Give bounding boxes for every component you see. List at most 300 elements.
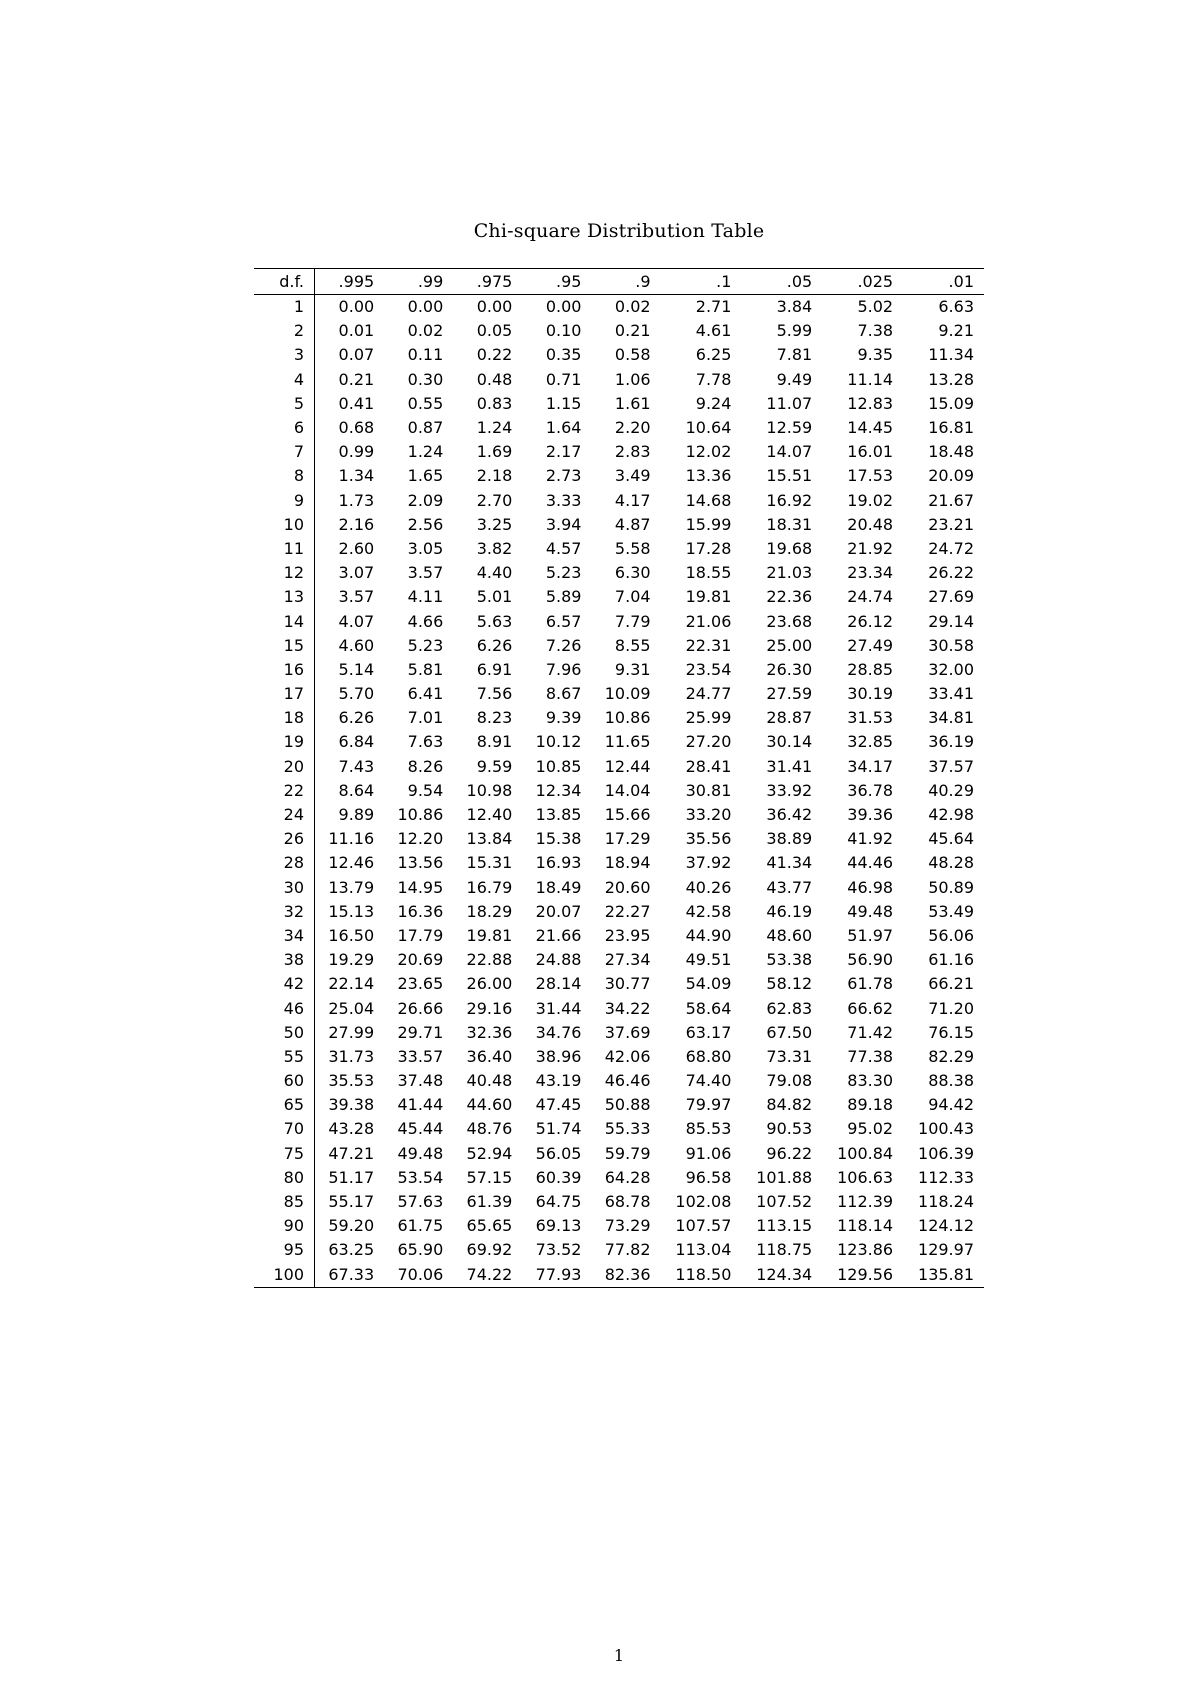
critical-value-cell: 27.20 [685, 732, 732, 752]
critical-value-cell: 10.12 [535, 732, 582, 752]
critical-value-cell: 1.06 [614, 369, 651, 389]
critical-value-cell: 32.00 [928, 659, 974, 679]
critical-value-cell: 2.83 [614, 442, 651, 462]
df-cell: 11 [254, 537, 315, 561]
critical-value-cell: 5.70 [338, 684, 375, 704]
critical-value-cell: 61.75 [397, 1216, 444, 1236]
critical-value-cell: 33.41 [928, 684, 974, 704]
critical-value-cell: 4.60 [338, 635, 375, 655]
df-cell: 4 [254, 368, 315, 392]
critical-value-cell: 10.85 [535, 756, 582, 776]
critical-value-cell: 27.34 [604, 950, 651, 970]
critical-value-cell: 19.68 [766, 538, 813, 558]
critical-value-cell: 0.58 [614, 345, 651, 365]
critical-value-cell: 10.64 [685, 418, 732, 438]
critical-value-cell: 34.81 [928, 708, 974, 728]
critical-value-cell: 19.02 [847, 490, 894, 510]
df-cell: 5 [254, 392, 315, 416]
table-row [254, 658, 984, 682]
critical-value-cell: 82.29 [928, 1046, 974, 1066]
table-row [254, 634, 984, 658]
critical-value-cell: 68.80 [685, 1046, 732, 1066]
critical-value-cell: 6.26 [476, 635, 513, 655]
critical-value-cell: 51.17 [328, 1167, 375, 1187]
critical-value-cell: 61.16 [928, 950, 974, 970]
critical-value-cell: 66.21 [928, 974, 974, 994]
table-row [254, 851, 984, 875]
critical-value-cell: 69.13 [535, 1216, 582, 1236]
critical-value-cell: 1.34 [338, 466, 375, 486]
critical-value-cell: 0.99 [338, 442, 375, 462]
critical-value-cell: 4.11 [407, 587, 444, 607]
critical-value-cell: 3.57 [407, 563, 444, 583]
critical-value-cell: 3.49 [614, 466, 651, 486]
critical-value-cell: 77.93 [535, 1264, 582, 1284]
critical-value-cell: 7.63 [407, 732, 444, 752]
df-cell: 46 [254, 996, 315, 1020]
critical-value-cell: 79.97 [685, 1095, 732, 1115]
table-row [254, 827, 984, 851]
table-row [254, 513, 984, 537]
df-cell: 1 [254, 295, 315, 320]
critical-value-cell: 3.57 [338, 587, 375, 607]
critical-value-cell: 19.81 [466, 925, 513, 945]
critical-value-cell: 26.00 [466, 974, 513, 994]
critical-value-cell: 5.89 [545, 587, 582, 607]
critical-value-cell: 27.49 [847, 635, 894, 655]
table-row [254, 1093, 984, 1117]
df-cell: 19 [254, 730, 315, 754]
critical-value-cell: 18.29 [466, 901, 513, 921]
df-cell: 38 [254, 948, 315, 972]
critical-value-cell: 11.34 [928, 345, 974, 365]
critical-value-cell: 26.12 [847, 611, 894, 631]
critical-value-cell: 3.25 [476, 514, 513, 534]
critical-value-cell: 31.73 [328, 1046, 375, 1066]
critical-value-cell: 18.31 [766, 514, 813, 534]
critical-value-cell: 77.38 [847, 1046, 894, 1066]
critical-value-cell: 29.71 [397, 1022, 444, 1042]
critical-value-cell: 21.06 [685, 611, 732, 631]
critical-value-cell: 3.82 [476, 538, 513, 558]
critical-value-cell: 88.38 [928, 1071, 974, 1091]
table-row [254, 1069, 984, 1093]
critical-value-cell: 2.56 [407, 514, 444, 534]
critical-value-cell: 40.48 [466, 1071, 513, 1091]
critical-value-cell: 83.30 [847, 1071, 894, 1091]
df-cell: 2 [254, 319, 315, 343]
table-row [254, 537, 984, 561]
critical-value-cell: 6.30 [614, 563, 651, 583]
critical-value-cell: 6.63 [938, 297, 974, 317]
critical-value-cell: 3.33 [545, 490, 582, 510]
critical-value-cell: 113.15 [756, 1216, 813, 1236]
critical-value-cell: 25.04 [328, 998, 375, 1018]
critical-value-cell: 35.56 [685, 829, 732, 849]
critical-value-cell: 100.84 [837, 1143, 894, 1163]
df-cell: 55 [254, 1045, 315, 1069]
critical-value-cell: 23.95 [604, 925, 651, 945]
critical-value-cell: 73.29 [604, 1216, 651, 1236]
df-cell: 32 [254, 900, 315, 924]
critical-value-cell: 33.92 [766, 780, 813, 800]
critical-value-cell: 16.50 [328, 925, 375, 945]
critical-value-cell: 14.04 [604, 780, 651, 800]
critical-value-cell: 0.71 [545, 369, 582, 389]
critical-value-cell: 35.53 [328, 1071, 375, 1091]
critical-value-cell: 46.98 [847, 877, 894, 897]
table-row [254, 1263, 984, 1288]
critical-value-cell: 27.69 [928, 587, 974, 607]
table-body [254, 295, 984, 1288]
column-header-df: d.f. [254, 269, 315, 295]
df-cell: 18 [254, 706, 315, 730]
critical-value-cell: 118.50 [675, 1264, 732, 1284]
critical-value-cell: 7.56 [476, 684, 513, 704]
critical-value-cell: 18.48 [928, 442, 974, 462]
critical-value-cell: 89.18 [847, 1095, 894, 1115]
critical-value-cell: 40.26 [685, 877, 732, 897]
critical-value-cell: 55.33 [604, 1119, 651, 1139]
table-row [254, 464, 984, 488]
critical-value-cell: 84.82 [766, 1095, 813, 1115]
critical-value-cell: 20.69 [397, 950, 444, 970]
critical-value-cell: 13.79 [328, 877, 375, 897]
df-cell: 70 [254, 1117, 315, 1141]
critical-value-cell: 3.84 [776, 297, 813, 317]
critical-value-cell: 20.60 [604, 877, 651, 897]
critical-value-cell: 45.64 [928, 829, 974, 849]
critical-value-cell: 36.40 [466, 1046, 513, 1066]
critical-value-cell: 16.36 [397, 901, 444, 921]
critical-value-cell: 23.65 [397, 974, 444, 994]
critical-value-cell: 33.20 [685, 805, 732, 825]
critical-value-cell: 31.41 [766, 756, 813, 776]
critical-value-cell: 96.22 [766, 1143, 813, 1163]
table-row [254, 561, 984, 585]
critical-value-cell: 1.64 [545, 418, 582, 438]
critical-value-cell: 22.14 [328, 974, 375, 994]
critical-value-cell: 9.31 [614, 659, 651, 679]
critical-value-cell: 9.59 [476, 756, 513, 776]
critical-value-cell: 3.05 [407, 538, 444, 558]
critical-value-cell: 40.29 [928, 780, 974, 800]
critical-value-cell: 0.02 [614, 297, 651, 317]
critical-value-cell: 2.09 [407, 490, 444, 510]
df-cell: 3 [254, 343, 315, 367]
critical-value-cell: 39.36 [847, 805, 894, 825]
critical-value-cell: 56.90 [847, 950, 894, 970]
critical-value-cell: 25.00 [766, 635, 813, 655]
df-cell: 30 [254, 876, 315, 900]
df-cell: 6 [254, 416, 315, 440]
critical-value-cell: 47.21 [328, 1143, 375, 1163]
chi-square-table-container [254, 268, 984, 1288]
critical-value-cell: 65.65 [466, 1216, 513, 1236]
critical-value-cell: 2.16 [338, 514, 375, 534]
critical-value-cell: 9.89 [338, 805, 375, 825]
df-cell: 12 [254, 561, 315, 585]
critical-value-cell: 57.63 [397, 1192, 444, 1212]
critical-value-cell: 5.81 [407, 659, 444, 679]
critical-value-cell: 26.22 [928, 563, 974, 583]
critical-value-cell: 102.08 [675, 1192, 732, 1212]
critical-value-cell: 8.64 [338, 780, 375, 800]
critical-value-cell: 1.61 [614, 393, 651, 413]
critical-value-cell: 49.48 [397, 1143, 444, 1163]
critical-value-cell: 45.44 [397, 1119, 444, 1139]
critical-value-cell: 26.30 [766, 659, 813, 679]
critical-value-cell: 37.92 [685, 853, 732, 873]
critical-value-cell: 94.42 [928, 1095, 974, 1115]
critical-value-cell: 3.07 [338, 563, 375, 583]
critical-value-cell: 70.06 [397, 1264, 444, 1284]
critical-value-cell: 54.09 [685, 974, 732, 994]
table-row [254, 392, 984, 416]
table-row [254, 706, 984, 730]
critical-value-cell: 51.97 [847, 925, 894, 945]
df-cell: 95 [254, 1238, 315, 1262]
table-row [254, 730, 984, 754]
critical-value-cell: 14.95 [397, 877, 444, 897]
critical-value-cell: 17.28 [685, 538, 732, 558]
critical-value-cell: 66.62 [847, 998, 894, 1018]
critical-value-cell: 52.94 [466, 1143, 513, 1163]
critical-value-cell: 10.86 [604, 708, 651, 728]
critical-value-cell: 42.06 [604, 1046, 651, 1066]
table-row [254, 368, 984, 392]
critical-value-cell: 53.38 [766, 950, 813, 970]
critical-value-cell: 1.24 [407, 442, 444, 462]
critical-value-cell: 12.83 [847, 393, 894, 413]
critical-value-cell: 30.19 [847, 684, 894, 704]
critical-value-cell: 67.50 [766, 1022, 813, 1042]
critical-value-cell: 0.00 [476, 297, 513, 317]
df-cell: 15 [254, 634, 315, 658]
df-cell: 60 [254, 1069, 315, 1093]
df-cell: 85 [254, 1190, 315, 1214]
df-cell: 10 [254, 513, 315, 537]
critical-value-cell: 90.53 [766, 1119, 813, 1139]
df-cell: 7 [254, 440, 315, 464]
table-row [254, 416, 984, 440]
table-row [254, 900, 984, 924]
critical-value-cell: 60.39 [535, 1167, 582, 1187]
critical-value-cell: 107.52 [756, 1192, 813, 1212]
critical-value-cell: 14.07 [766, 442, 813, 462]
critical-value-cell: 27.59 [766, 684, 813, 704]
critical-value-cell: 0.00 [407, 297, 444, 317]
critical-value-cell: 6.41 [407, 684, 444, 704]
column-header-probability: .1 [716, 272, 732, 291]
critical-value-cell: 37.69 [604, 1022, 651, 1042]
critical-value-cell: 9.21 [938, 321, 974, 341]
critical-value-cell: 57.15 [466, 1167, 513, 1187]
critical-value-cell: 20.09 [928, 466, 974, 486]
critical-value-cell: 11.14 [847, 369, 894, 389]
critical-value-cell: 15.31 [466, 853, 513, 873]
critical-value-cell: 118.24 [918, 1192, 974, 1212]
critical-value-cell: 71.20 [928, 998, 974, 1018]
critical-value-cell: 50.88 [604, 1095, 651, 1115]
critical-value-cell: 2.17 [545, 442, 582, 462]
critical-value-cell: 36.42 [766, 805, 813, 825]
critical-value-cell: 12.46 [328, 853, 375, 873]
critical-value-cell: 4.40 [476, 563, 513, 583]
critical-value-cell: 15.51 [766, 466, 813, 486]
critical-value-cell: 46.46 [604, 1071, 651, 1091]
critical-value-cell: 41.34 [766, 853, 813, 873]
critical-value-cell: 15.66 [604, 805, 651, 825]
critical-value-cell: 8.55 [614, 635, 651, 655]
critical-value-cell: 5.01 [476, 587, 513, 607]
critical-value-cell: 18.55 [685, 563, 732, 583]
critical-value-cell: 44.60 [466, 1095, 513, 1115]
critical-value-cell: 73.31 [766, 1046, 813, 1066]
critical-value-cell: 13.28 [928, 369, 974, 389]
critical-value-cell: 24.88 [535, 950, 582, 970]
critical-value-cell: 4.61 [695, 321, 732, 341]
critical-value-cell: 5.02 [857, 297, 894, 317]
critical-value-cell: 79.08 [766, 1071, 813, 1091]
critical-value-cell: 15.09 [928, 393, 974, 413]
critical-value-cell: 2.70 [476, 490, 513, 510]
critical-value-cell: 22.36 [766, 587, 813, 607]
table-row [254, 1166, 984, 1190]
critical-value-cell: 16.81 [928, 418, 974, 438]
critical-value-cell: 5.14 [338, 659, 375, 679]
critical-value-cell: 61.78 [847, 974, 894, 994]
df-cell: 50 [254, 1021, 315, 1045]
critical-value-cell: 0.22 [476, 345, 513, 365]
critical-value-cell: 38.89 [766, 829, 813, 849]
critical-value-cell: 51.74 [535, 1119, 582, 1139]
critical-value-cell: 82.36 [604, 1264, 651, 1284]
critical-value-cell: 53.54 [397, 1167, 444, 1187]
critical-value-cell: 0.83 [476, 393, 513, 413]
critical-value-cell: 135.81 [918, 1264, 974, 1284]
critical-value-cell: 6.84 [338, 732, 375, 752]
critical-value-cell: 19.29 [328, 950, 375, 970]
critical-value-cell: 65.90 [397, 1240, 444, 1260]
critical-value-cell: 27.99 [328, 1022, 375, 1042]
critical-value-cell: 22.27 [604, 901, 651, 921]
critical-value-cell: 95.02 [847, 1119, 894, 1139]
critical-value-cell: 5.23 [545, 563, 582, 583]
critical-value-cell: 23.34 [847, 563, 894, 583]
critical-value-cell: 24.77 [685, 684, 732, 704]
critical-value-cell: 53.49 [928, 901, 974, 921]
critical-value-cell: 20.07 [535, 901, 582, 921]
df-cell: 90 [254, 1214, 315, 1238]
critical-value-cell: 49.51 [685, 950, 732, 970]
df-cell: 14 [254, 609, 315, 633]
critical-value-cell: 42.98 [928, 805, 974, 825]
table-row [254, 295, 984, 320]
critical-value-cell: 118.75 [756, 1240, 813, 1260]
critical-value-cell: 59.20 [328, 1216, 375, 1236]
critical-value-cell: 9.39 [545, 708, 582, 728]
critical-value-cell: 76.15 [928, 1022, 974, 1042]
critical-value-cell: 2.73 [545, 466, 582, 486]
critical-value-cell: 61.39 [466, 1192, 513, 1212]
critical-value-cell: 7.26 [545, 635, 582, 655]
critical-value-cell: 112.33 [918, 1167, 974, 1187]
df-cell: 75 [254, 1142, 315, 1166]
critical-value-cell: 62.83 [766, 998, 813, 1018]
column-header-probability: .99 [417, 272, 444, 291]
critical-value-cell: 14.45 [847, 418, 894, 438]
critical-value-cell: 107.57 [675, 1216, 732, 1236]
critical-value-cell: 4.17 [614, 490, 651, 510]
critical-value-cell: 18.94 [604, 853, 651, 873]
column-header-probability: .975 [476, 272, 513, 291]
critical-value-cell: 4.07 [338, 611, 375, 631]
critical-value-cell: 30.77 [604, 974, 651, 994]
critical-value-cell: 2.71 [695, 297, 732, 317]
critical-value-cell: 2.18 [476, 466, 513, 486]
critical-value-cell: 7.04 [614, 587, 651, 607]
critical-value-cell: 14.68 [685, 490, 732, 510]
critical-value-cell: 21.03 [766, 563, 813, 583]
critical-value-cell: 59.79 [604, 1143, 651, 1163]
critical-value-cell: 1.73 [338, 490, 375, 510]
critical-value-cell: 11.16 [328, 829, 375, 849]
critical-value-cell: 9.24 [695, 393, 732, 413]
critical-value-cell: 28.41 [685, 756, 732, 776]
critical-value-cell: 36.19 [928, 732, 974, 752]
critical-value-cell: 25.99 [685, 708, 732, 728]
critical-value-cell: 64.75 [535, 1192, 582, 1212]
critical-value-cell: 7.43 [338, 756, 375, 776]
critical-value-cell: 21.92 [847, 538, 894, 558]
critical-value-cell: 26.66 [397, 998, 444, 1018]
critical-value-cell: 16.79 [466, 877, 513, 897]
critical-value-cell: 106.39 [918, 1143, 974, 1163]
critical-value-cell: 7.78 [695, 369, 732, 389]
critical-value-cell: 118.14 [837, 1216, 894, 1236]
critical-value-cell: 58.64 [685, 998, 732, 1018]
critical-value-cell: 4.66 [407, 611, 444, 631]
column-header-probability: .95 [556, 272, 582, 291]
critical-value-cell: 6.26 [338, 708, 375, 728]
critical-value-cell: 100.43 [918, 1119, 974, 1139]
table-row [254, 343, 984, 367]
critical-value-cell: 0.02 [407, 321, 444, 341]
table-row [254, 489, 984, 513]
critical-value-cell: 71.42 [847, 1022, 894, 1042]
critical-value-cell: 7.38 [857, 321, 894, 341]
critical-value-cell: 37.57 [928, 756, 974, 776]
critical-value-cell: 74.40 [685, 1071, 732, 1091]
critical-value-cell: 50.89 [928, 877, 974, 897]
critical-value-cell: 47.45 [535, 1095, 582, 1115]
critical-value-cell: 2.60 [338, 538, 375, 558]
critical-value-cell: 11.07 [766, 393, 813, 413]
table-row [254, 1190, 984, 1214]
critical-value-cell: 10.86 [397, 805, 444, 825]
critical-value-cell: 8.91 [476, 732, 513, 752]
critical-value-cell: 0.30 [407, 369, 444, 389]
critical-value-cell: 10.09 [604, 684, 651, 704]
critical-value-cell: 17.79 [397, 925, 444, 945]
critical-value-cell: 68.78 [604, 1192, 651, 1212]
critical-value-cell: 34.76 [535, 1022, 582, 1042]
table-row [254, 1117, 984, 1141]
critical-value-cell: 58.12 [766, 974, 813, 994]
critical-value-cell: 41.44 [397, 1095, 444, 1115]
critical-value-cell: 43.19 [535, 1071, 582, 1091]
